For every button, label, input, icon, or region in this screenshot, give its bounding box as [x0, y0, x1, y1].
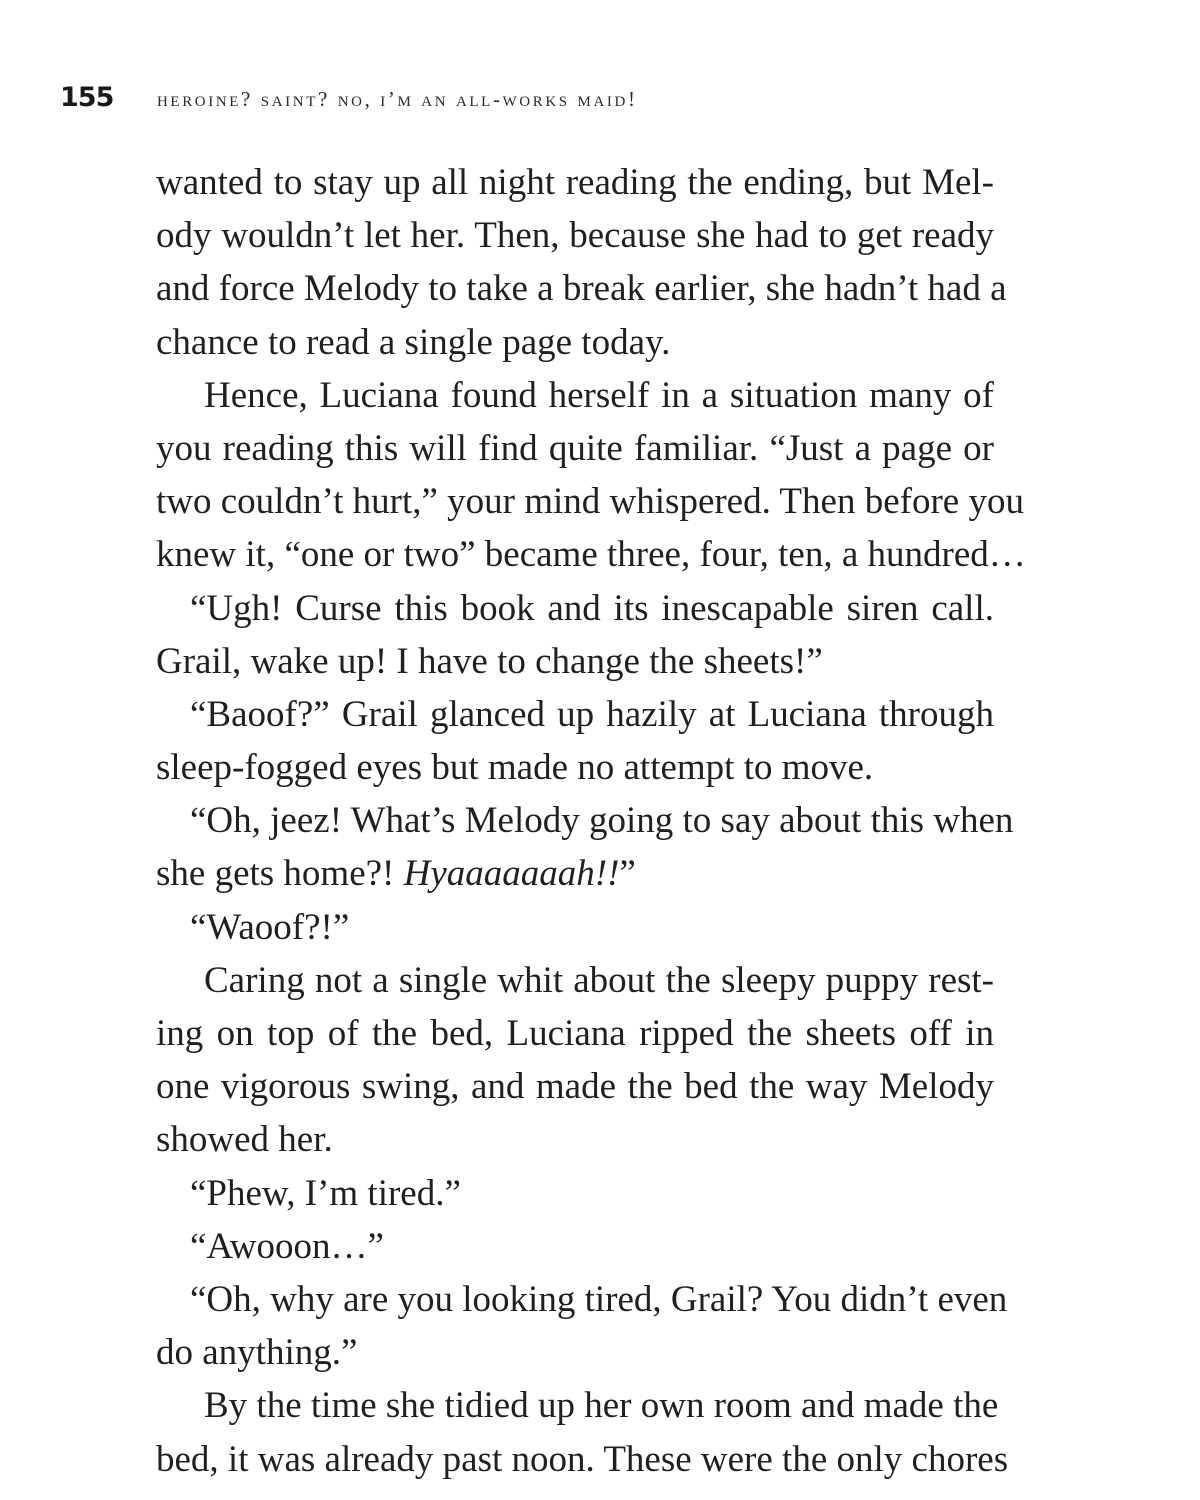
text-line: you reading this will find quite familiar. “Just a page or: [156, 427, 994, 469]
text-line: and force Melody to take a break earlier, she hadn’t had a: [156, 268, 1007, 310]
text-line: knew it, “one or two” became three, four, ten, a hundred…: [156, 534, 1026, 576]
italic-exclamation: Hyaaaaaaah!!: [403, 853, 620, 895]
text-line: showed her.: [156, 1119, 333, 1161]
book-title: heroine? saint? no, i’m an all-works maid!: [157, 87, 638, 111]
text-line-mixed: [156, 847, 1016, 900]
text-line: “Oh, why are you looking tired, Grail? You didn’t even: [190, 1278, 1008, 1320]
text-line: chance to read a single page today.: [156, 321, 671, 363]
text-line: “Awooon…”: [190, 1225, 384, 1267]
text-line: sleep-fogged eyes but made no attempt to move.: [156, 747, 874, 789]
text-line: bed, it was already past noon. These were the only chores: [156, 1438, 1009, 1480]
text-line: ody wouldn’t let her. Then, because she had to get ready: [156, 215, 994, 257]
text-line: “Ugh! Curse this book and its inescapable siren call.: [190, 587, 994, 629]
text-line: Hence, Luciana found herself in a situation many of: [204, 374, 994, 416]
text-line: “Oh, jeez! What’s Melody going to say about this when: [190, 800, 1014, 842]
body-text: [156, 156, 1026, 1486]
text-line: Grail, wake up! I have to change the sheets!”: [156, 640, 823, 682]
text-line: “Phew, I’m tired.”: [190, 1172, 461, 1214]
text-line: By the time she tidied up her own room and made the: [204, 1385, 999, 1427]
text-line: “Baoof?” Grail glanced up hazily at Luciana through: [190, 693, 994, 735]
text-line: ing on top of the bed, Luciana ripped the sheets off in: [156, 1013, 994, 1054]
text-line: “Waoof?!”: [190, 906, 350, 948]
text-segment: she gets home?!: [156, 853, 404, 895]
text-line: Caring not a single whit about the sleepy puppy rest-: [204, 959, 994, 1001]
running-header: [60, 82, 638, 118]
closing-quote: ”: [619, 853, 636, 895]
page-number: 155: [60, 82, 114, 113]
text-line: one vigorous swing, and made the bed the way Melody: [156, 1066, 994, 1108]
text-line: do anything.”: [156, 1332, 358, 1374]
text-line: wanted to stay up all night reading the ending, but Mel-: [156, 162, 994, 203]
text-line: two couldn’t hurt,” your mind whispered. Then before you: [156, 481, 1024, 523]
